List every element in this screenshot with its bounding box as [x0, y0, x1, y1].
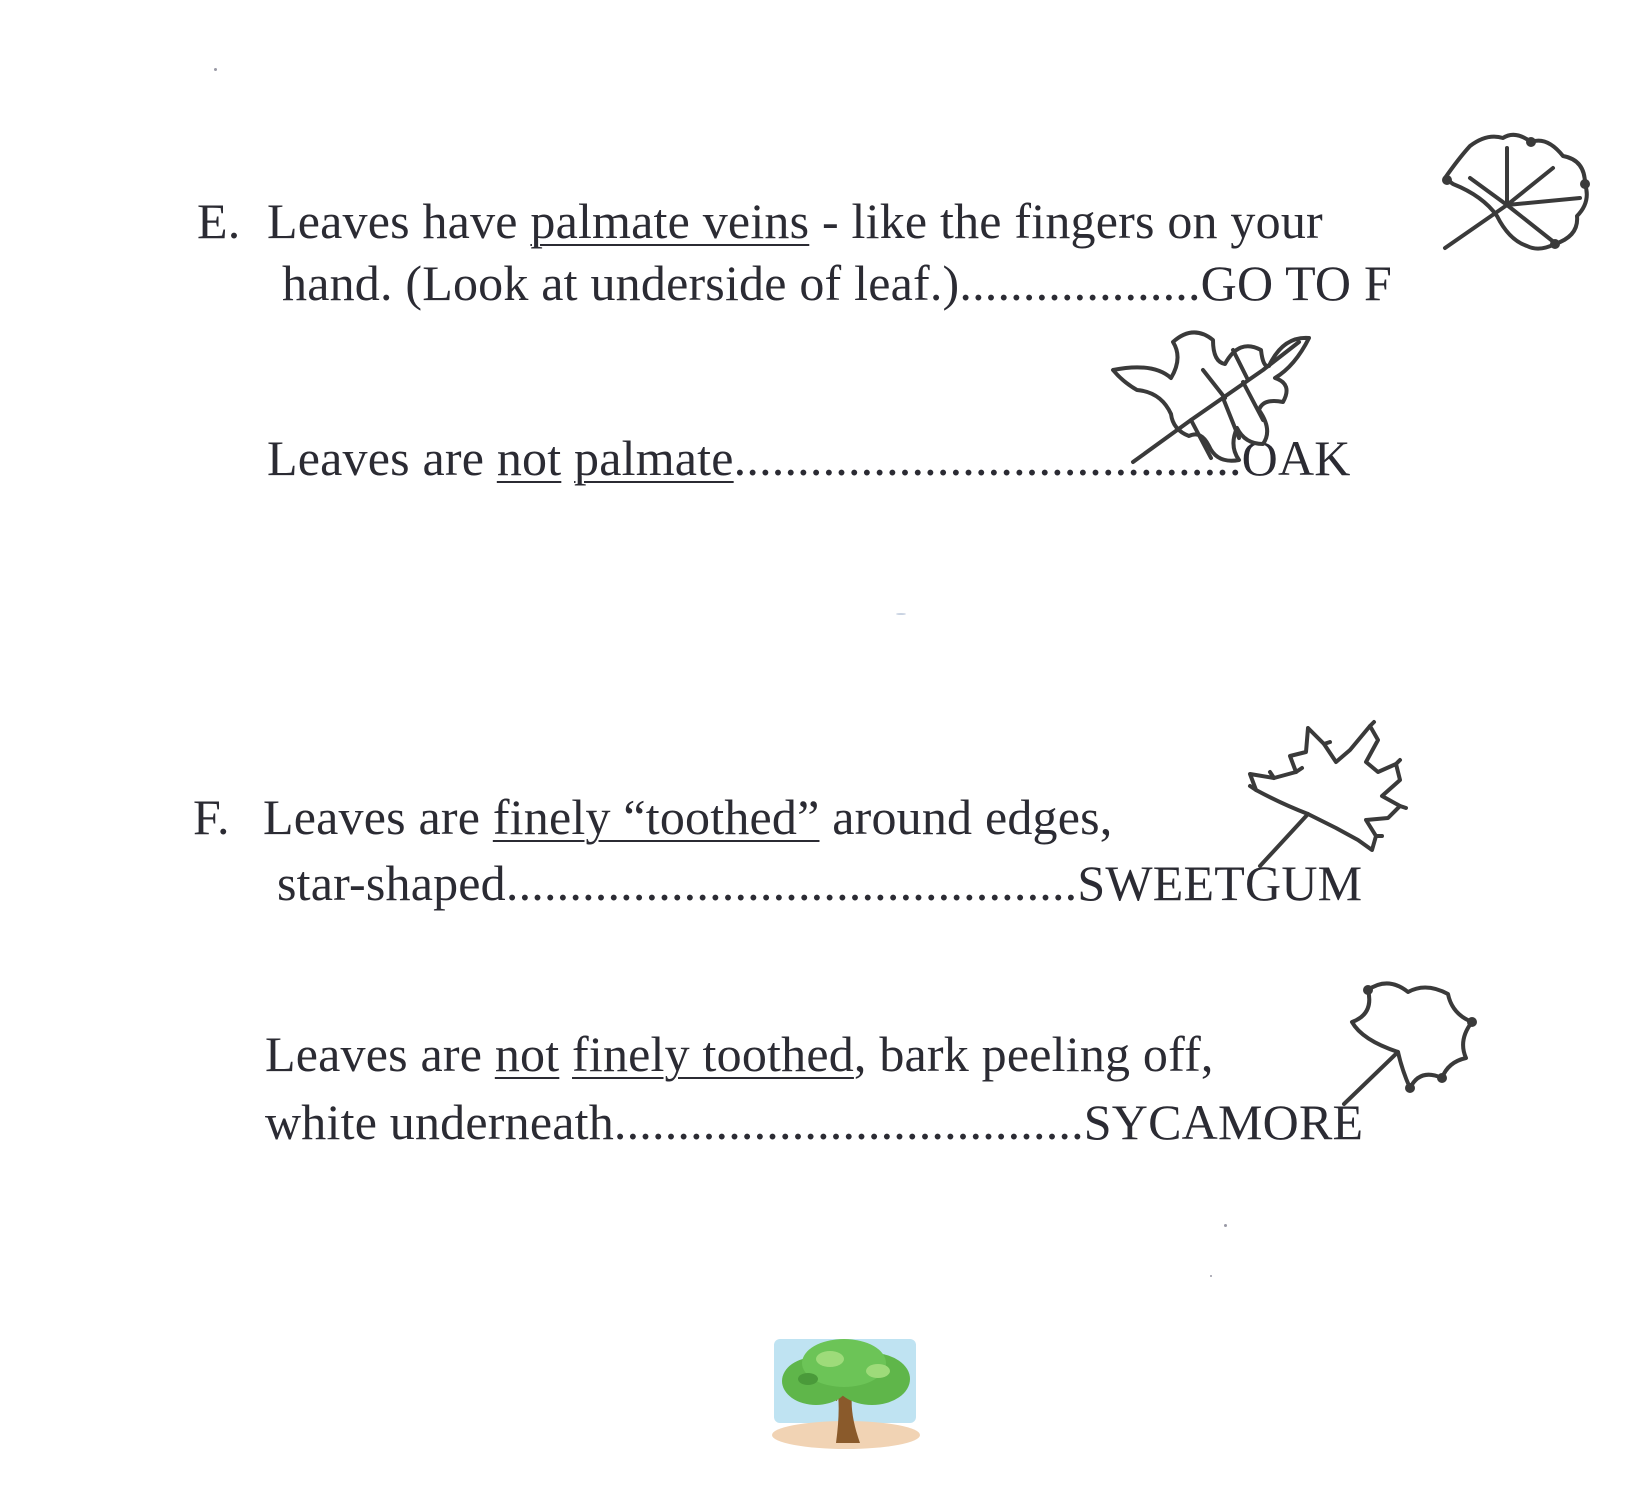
section-f-opt2-finely-toothed: finely toothed	[572, 1026, 854, 1082]
section-e-opt2-not: not	[496, 430, 562, 486]
section-e-text-b: - like the fingers on your	[809, 193, 1323, 249]
section-f-text-b: around edges,	[819, 789, 1113, 845]
section-f-underlined-term: finely “toothed”	[492, 789, 820, 845]
oak-leaf-icon	[1113, 320, 1313, 470]
section-f-line-1	[193, 787, 1113, 847]
section-e-opt2-text-a: Leaves are	[267, 430, 497, 486]
section-e-underlined-term: palmate veins	[530, 193, 810, 249]
scan-speck	[1210, 1275, 1212, 1277]
section-e-opt2-space	[561, 430, 574, 486]
section-e-line-2: hand. (Look at underside of leaf.)...................GO TO F	[282, 255, 1392, 311]
scan-speck	[214, 68, 217, 71]
section-e-opt2-text-b: ........................................OAK	[733, 430, 1351, 486]
section-f-option-2-line-2: white underneath.....................................SYCAMORE	[265, 1094, 1364, 1150]
tree-icon	[768, 1335, 922, 1449]
section-f-text-a: Leaves are	[263, 789, 493, 845]
sweetgum-leaf-icon	[1240, 720, 1420, 870]
palmate-leaf-icon	[1435, 128, 1595, 258]
section-f-opt2-not: not	[494, 1026, 560, 1082]
section-f-opt2-text-b: , bark peeling off,	[853, 1026, 1214, 1082]
section-f-letter: F.	[193, 789, 230, 845]
section-e-line-1	[197, 191, 1323, 251]
section-e-text-a: Leaves have	[267, 193, 531, 249]
section-f-opt2-space	[559, 1026, 572, 1082]
section-f-line-2: star-shaped.............................................SWEETGUM	[277, 855, 1363, 911]
section-e-letter: E.	[197, 193, 241, 249]
scan-speck	[896, 613, 906, 615]
sycamore-leaf-icon	[1338, 978, 1478, 1108]
scan-speck	[1224, 1224, 1227, 1227]
section-f-option-2-line-1	[265, 1024, 1214, 1084]
section-f-opt2-text-a: Leaves are	[265, 1026, 495, 1082]
section-e-opt2-palmate: palmate	[574, 430, 734, 486]
